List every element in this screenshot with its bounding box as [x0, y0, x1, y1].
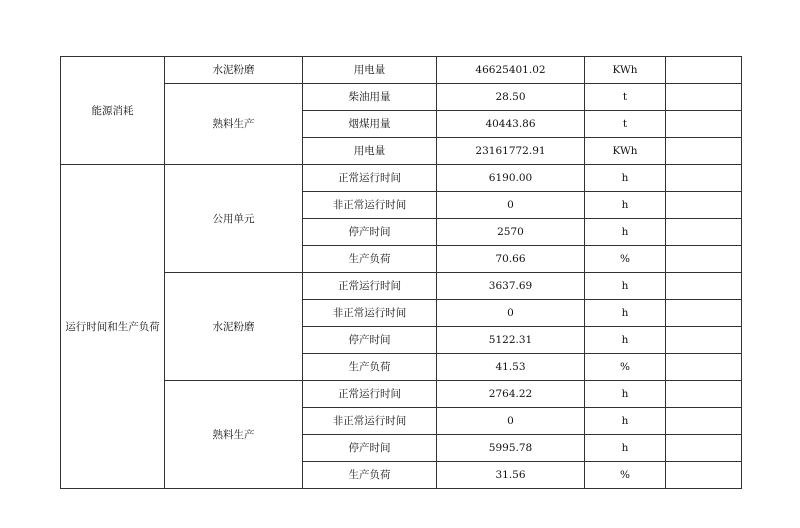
unit-cell: t [585, 111, 666, 138]
value-cell: 5995.78 [437, 435, 585, 462]
item-cell: 用电量 [303, 138, 437, 165]
item-cell: 停产时间 [303, 327, 437, 354]
item-cell: 烟煤用量 [303, 111, 437, 138]
table-row [61, 57, 742, 84]
unit-cell: KWh [585, 138, 666, 165]
note-cell [666, 462, 742, 489]
item-cell: 正常运行时间 [303, 273, 437, 300]
value-cell: 2570 [437, 219, 585, 246]
section-cell: 熟料生产 [165, 84, 303, 165]
item-cell: 停产时间 [303, 219, 437, 246]
note-cell [666, 192, 742, 219]
category-cell: 能源消耗 [61, 57, 165, 165]
unit-cell: h [585, 408, 666, 435]
category-cell: 运行时间和生产负荷 [61, 165, 165, 489]
value-cell: 0 [437, 192, 585, 219]
unit-cell: h [585, 219, 666, 246]
note-cell [666, 408, 742, 435]
item-cell: 正常运行时间 [303, 381, 437, 408]
section-cell: 水泥粉磨 [165, 57, 303, 84]
item-cell: 正常运行时间 [303, 165, 437, 192]
item-cell: 生产负荷 [303, 354, 437, 381]
table-row [61, 165, 742, 192]
value-cell: 5122.31 [437, 327, 585, 354]
unit-cell: h [585, 300, 666, 327]
item-cell: 非正常运行时间 [303, 300, 437, 327]
value-cell: 2764.22 [437, 381, 585, 408]
item-cell: 停产时间 [303, 435, 437, 462]
value-cell: 46625401.02 [437, 57, 585, 84]
value-cell: 0 [437, 300, 585, 327]
value-cell: 31.56 [437, 462, 585, 489]
unit-cell: KWh [585, 57, 666, 84]
item-cell: 非正常运行时间 [303, 408, 437, 435]
unit-cell: h [585, 435, 666, 462]
unit-cell: % [585, 246, 666, 273]
unit-cell: h [585, 381, 666, 408]
note-cell [666, 57, 742, 84]
unit-cell: t [585, 84, 666, 111]
item-cell: 生产负荷 [303, 246, 437, 273]
value-cell: 3637.69 [437, 273, 585, 300]
section-cell: 公用单元 [165, 165, 303, 273]
item-cell: 非正常运行时间 [303, 192, 437, 219]
table-body [61, 57, 742, 489]
value-cell: 23161772.91 [437, 138, 585, 165]
note-cell [666, 219, 742, 246]
unit-cell: % [585, 354, 666, 381]
note-cell [666, 84, 742, 111]
unit-cell: h [585, 165, 666, 192]
data-table [60, 56, 742, 489]
value-cell: 40443.86 [437, 111, 585, 138]
item-cell: 用电量 [303, 57, 437, 84]
note-cell [666, 165, 742, 192]
item-cell: 生产负荷 [303, 462, 437, 489]
note-cell [666, 273, 742, 300]
unit-cell: h [585, 192, 666, 219]
item-cell: 柴油用量 [303, 84, 437, 111]
note-cell [666, 354, 742, 381]
value-cell: 28.50 [437, 84, 585, 111]
value-cell: 6190.00 [437, 165, 585, 192]
note-cell [666, 435, 742, 462]
note-cell [666, 246, 742, 273]
unit-cell: % [585, 462, 666, 489]
unit-cell: h [585, 327, 666, 354]
note-cell [666, 300, 742, 327]
section-cell: 熟料生产 [165, 381, 303, 489]
value-cell: 41.53 [437, 354, 585, 381]
note-cell [666, 327, 742, 354]
unit-cell: h [585, 273, 666, 300]
note-cell [666, 138, 742, 165]
value-cell: 0 [437, 408, 585, 435]
note-cell [666, 111, 742, 138]
section-cell: 水泥粉磨 [165, 273, 303, 381]
value-cell: 70.66 [437, 246, 585, 273]
note-cell [666, 381, 742, 408]
